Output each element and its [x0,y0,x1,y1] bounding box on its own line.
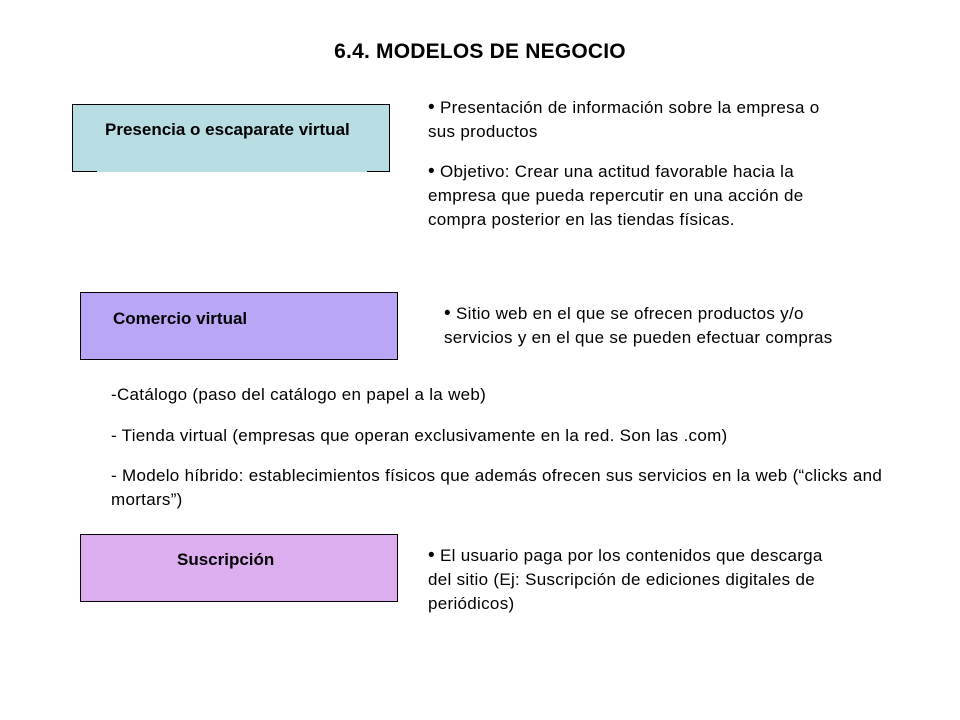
presencia-point-2: • Objetivo: Crear una actitud favorable hacia la empresa que pueda repercutir en una acción de compra posterior en las tiendas físicas. [428,161,804,229]
presencia-box [72,104,390,172]
comercio-point-1: • Sitio web en el que se ofrecen productos y/o servicios y en el que se pueden efectuar compras [444,303,833,347]
bullet-icon: • [444,303,451,324]
suscripcion-point-1: • El usuario paga por los contenidos que descarga del sitio (Ej: Suscripción de ediciones digitales de periódicos) [428,545,823,613]
comercio-subtype-catalogo: -Catálogo (paso del catálogo en papel a la web) [111,385,487,404]
suscripcion-label: Suscripción [177,550,275,569]
bullet-icon: • [428,97,435,118]
presencia-box-gap [97,170,367,172]
comercio-label: Comercio virtual [113,309,248,328]
comercio-box [80,292,398,360]
page-title: 6.4. MODELOS DE NEGOCIO [334,40,626,63]
bullet-icon: • [428,545,435,566]
comercio-subtype-hibrido: - Modelo híbrido: establecimientos físicos que además ofrecen sus servicios en la web (“clicks and mortars”) [111,466,883,509]
suscripcion-box [80,534,398,602]
presencia-point-1: • Presentación de información sobre la empresa o sus productos [428,97,820,141]
presencia-label: Presencia o escaparate virtual [105,120,350,139]
comercio-subtype-tienda: - Tienda virtual (empresas que operan exclusivamente en la red. Son las .com) [111,426,728,445]
bullet-icon: • [428,161,435,182]
